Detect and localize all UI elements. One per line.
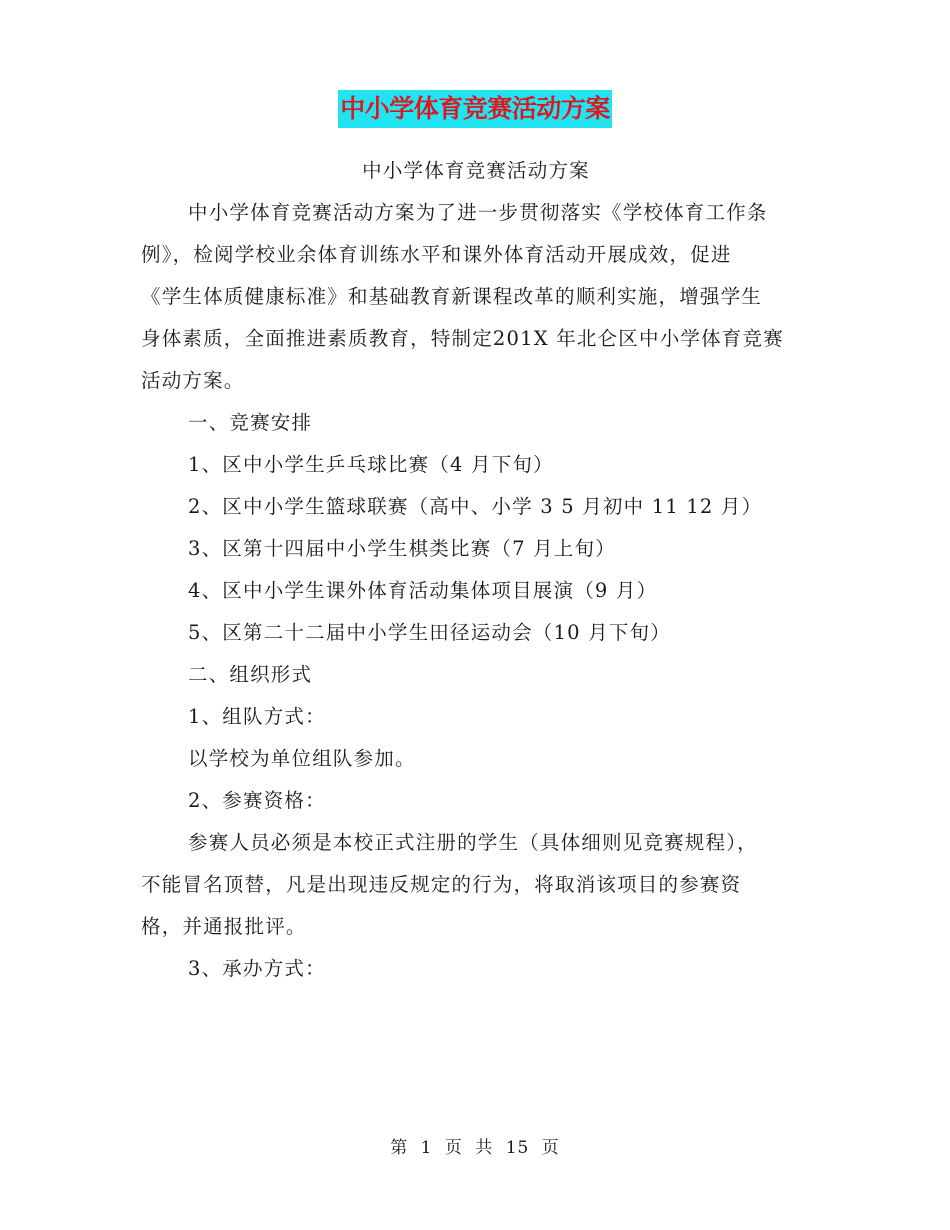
document-title-container: [0, 90, 950, 128]
schedule-item: 2、区中小学生篮球联赛（高中、小学 3 5 月初中 11 12 月）: [188, 495, 763, 518]
schedule-item: 1、区中小学生乒乓球比赛（4 月下旬）: [188, 453, 554, 476]
section1-heading: 一、竞赛安排: [188, 411, 313, 434]
intro-line-1: 中小学体育竞赛活动方案为了进一步贯彻落实《学校体育工作条: [188, 201, 768, 224]
intro-line-3: 《学生体质健康标准》和基础教育新课程改革的顺利实施，增强学生: [141, 285, 763, 308]
page-number-footer: 第 1 页 共 15 页: [390, 1138, 560, 1158]
intro-line-2: 例》，检阅学校业余体育训练水平和课外体育活动开展成效，促进: [141, 243, 732, 266]
qualification-line-3: 格，并通报批评。: [141, 915, 307, 938]
qualification-line-1: 参赛人员必须是本校正式注册的学生（具体细则见竞赛规程），: [188, 831, 758, 854]
schedule-item: 5、区第二十二届中小学生田径运动会（10 月下旬）: [188, 621, 671, 644]
host-heading: 3、承办方式：: [188, 957, 326, 980]
document-title: 中小学体育竞赛活动方案: [338, 90, 612, 128]
section2-heading: 二、组织形式: [188, 663, 313, 686]
qualification-line-2: 不能冒名顶替，凡是出现违反规定的行为，将取消该项目的参赛资: [141, 873, 742, 896]
document-body: [141, 150, 811, 990]
schedule-item: 4、区中小学生课外体育活动集体项目展演（9 月）: [188, 579, 658, 602]
team-text: 以学校为单位组队参加。: [188, 747, 416, 770]
intro-line-5: 活动方案。: [141, 369, 245, 392]
team-heading: 1、组队方式：: [188, 705, 326, 728]
qualification-heading: 2、参赛资格：: [188, 789, 326, 812]
document-subtitle: 中小学体育竞赛活动方案: [362, 159, 590, 182]
intro-line-4: 身体素质，全面推进素质教育，特制定201X 年北仑区中小学体育竞赛: [141, 327, 784, 350]
schedule-item: 3、区第十四届中小学生棋类比赛（7 月上旬）: [188, 537, 616, 560]
